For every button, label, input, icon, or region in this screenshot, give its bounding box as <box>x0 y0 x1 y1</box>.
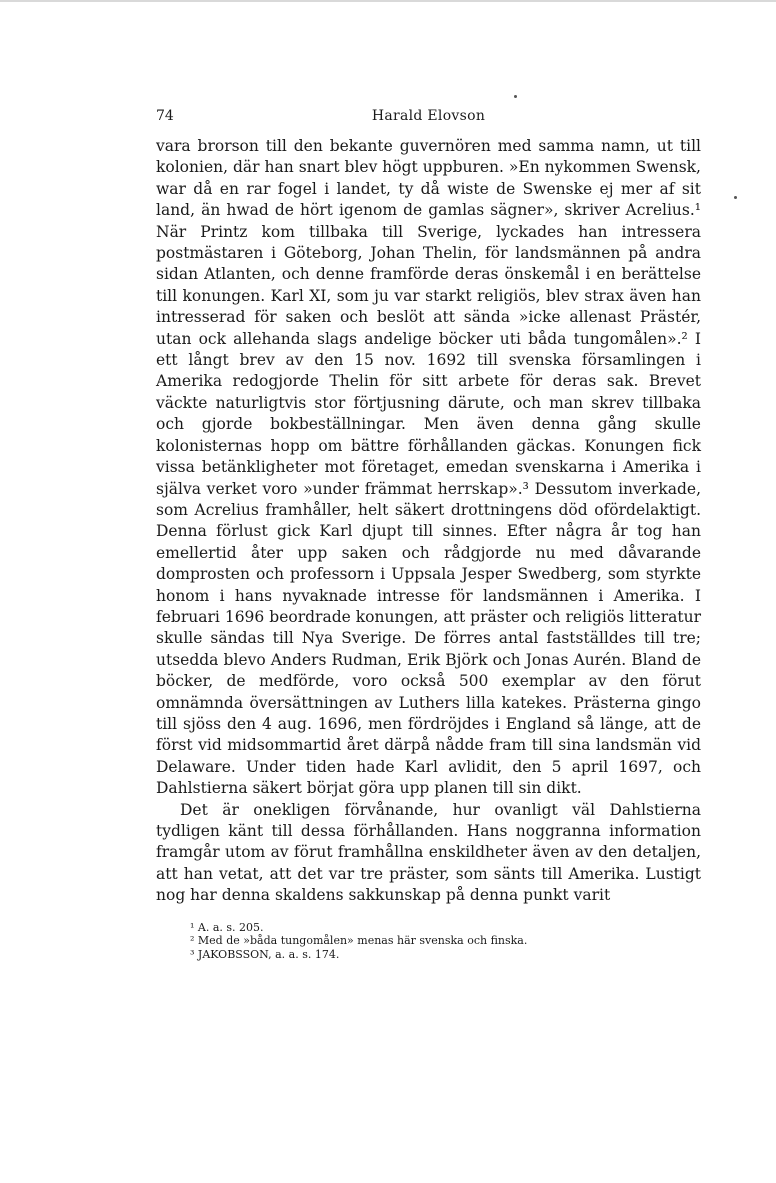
paragraph: Det är onekligen förvånande, hur ovanligt väl Dahlstierna tydligen känt till dessa förhållanden. Hans noggranna information framgår utom av förut framhållna enskildheter även av den detaljen, att han vetat, att det var tre präster, som sänts till Amerika. Lustigt nog har denna skaldens sakkunskap på denna punkt varit <box>156 800 701 905</box>
footnote: ³ JAKOBSSON, a. a. s. 174. <box>190 947 340 961</box>
footnote: ¹ A. a. s. 205. <box>190 920 264 934</box>
body-text <box>156 136 701 907</box>
book-page <box>156 108 701 961</box>
scan-speck <box>734 196 737 199</box>
running-head: Harald Elovson <box>371 108 486 124</box>
footnote: ² Med de »båda tungomålen» menas här svenska och finska. <box>190 934 528 948</box>
scan-speck <box>514 95 517 98</box>
paragraph: vara brorson till den bekante guvernören med samma namn, ut till kolonien, där han snart blev högt uppburen. »En nykommen Swensk, war då en rar fogel i landet, ty då wiste de Swenske ej mer af sit land, än hwad de hört igenom de gamlas sägner», skriver Acrelius.¹ När Printz kom tillbaka till Sverige, lyckades han intressera postmästaren i Göteborg, Johan Thelin, för landsmännen på andra sidan Atlanten, och denne framförde deras önskemål i en berättelse till konungen. Karl XI, som ju var starkt religiös, blev strax även han intresserad för saken och beslöt att sända »icke allenast Prästér, utan ock allehanda slags andelige böcker uti båda tungomålen».² I ett långt brev av den 15 nov. 1692 till svenska församlingen i Amerika redogjorde Thelin för sitt arbete för deras sak. Brevet väckte naturligtvis stor förtjusning därute, och man skrev tillbaka och gjorde bokbeställningar. Men även denna gång skulle kolonisternas hopp om bättre förhållanden gäckas. Konungen fick vissa betänkligheter mot företaget, emedan svenskarna i Amerika i själva verket voro »under främmat herrskap».³ Dessutom inverkade, som Acrelius framhåller, helt säkert drottningens död ofördelaktigt. Denna förlust gick Karl djupt till sinnes. Efter några år tog han emellertid åter upp saken och rådgjorde nu med dåvarande domprosten och professorn i Uppsala Jesper Swedberg, som styrkte honom i hans nyvaknade intresse för landsmännen i Amerika. I februari 1696 beordrade konungen, att präster och religiös litteratur skulle sändas till Nya Sverige. De förres antal fastställdes till tre; utsedda blevo Anders Rudman, Erik Björk och Jonas Aurén. Bland de böcker, de medförde, voro också 500 exemplar av den förut omnämnda översättningen av Luthers lilla katekes. Prästerna gingo till sjöss den 4 aug. 1696, men fördröjdes i England så länge, att de först vid midsommartid året därpå nådde fram till sina landsmän vid Delaware. Under tiden hade Karl avlidit, den 5 april 1697, och Dahlstierna säkert börjat göra upp planen till sin dikt. <box>156 137 701 798</box>
page-number: 74 <box>156 108 174 124</box>
scan-edge <box>0 0 776 2</box>
page-header <box>156 108 701 132</box>
footnotes <box>190 921 701 962</box>
